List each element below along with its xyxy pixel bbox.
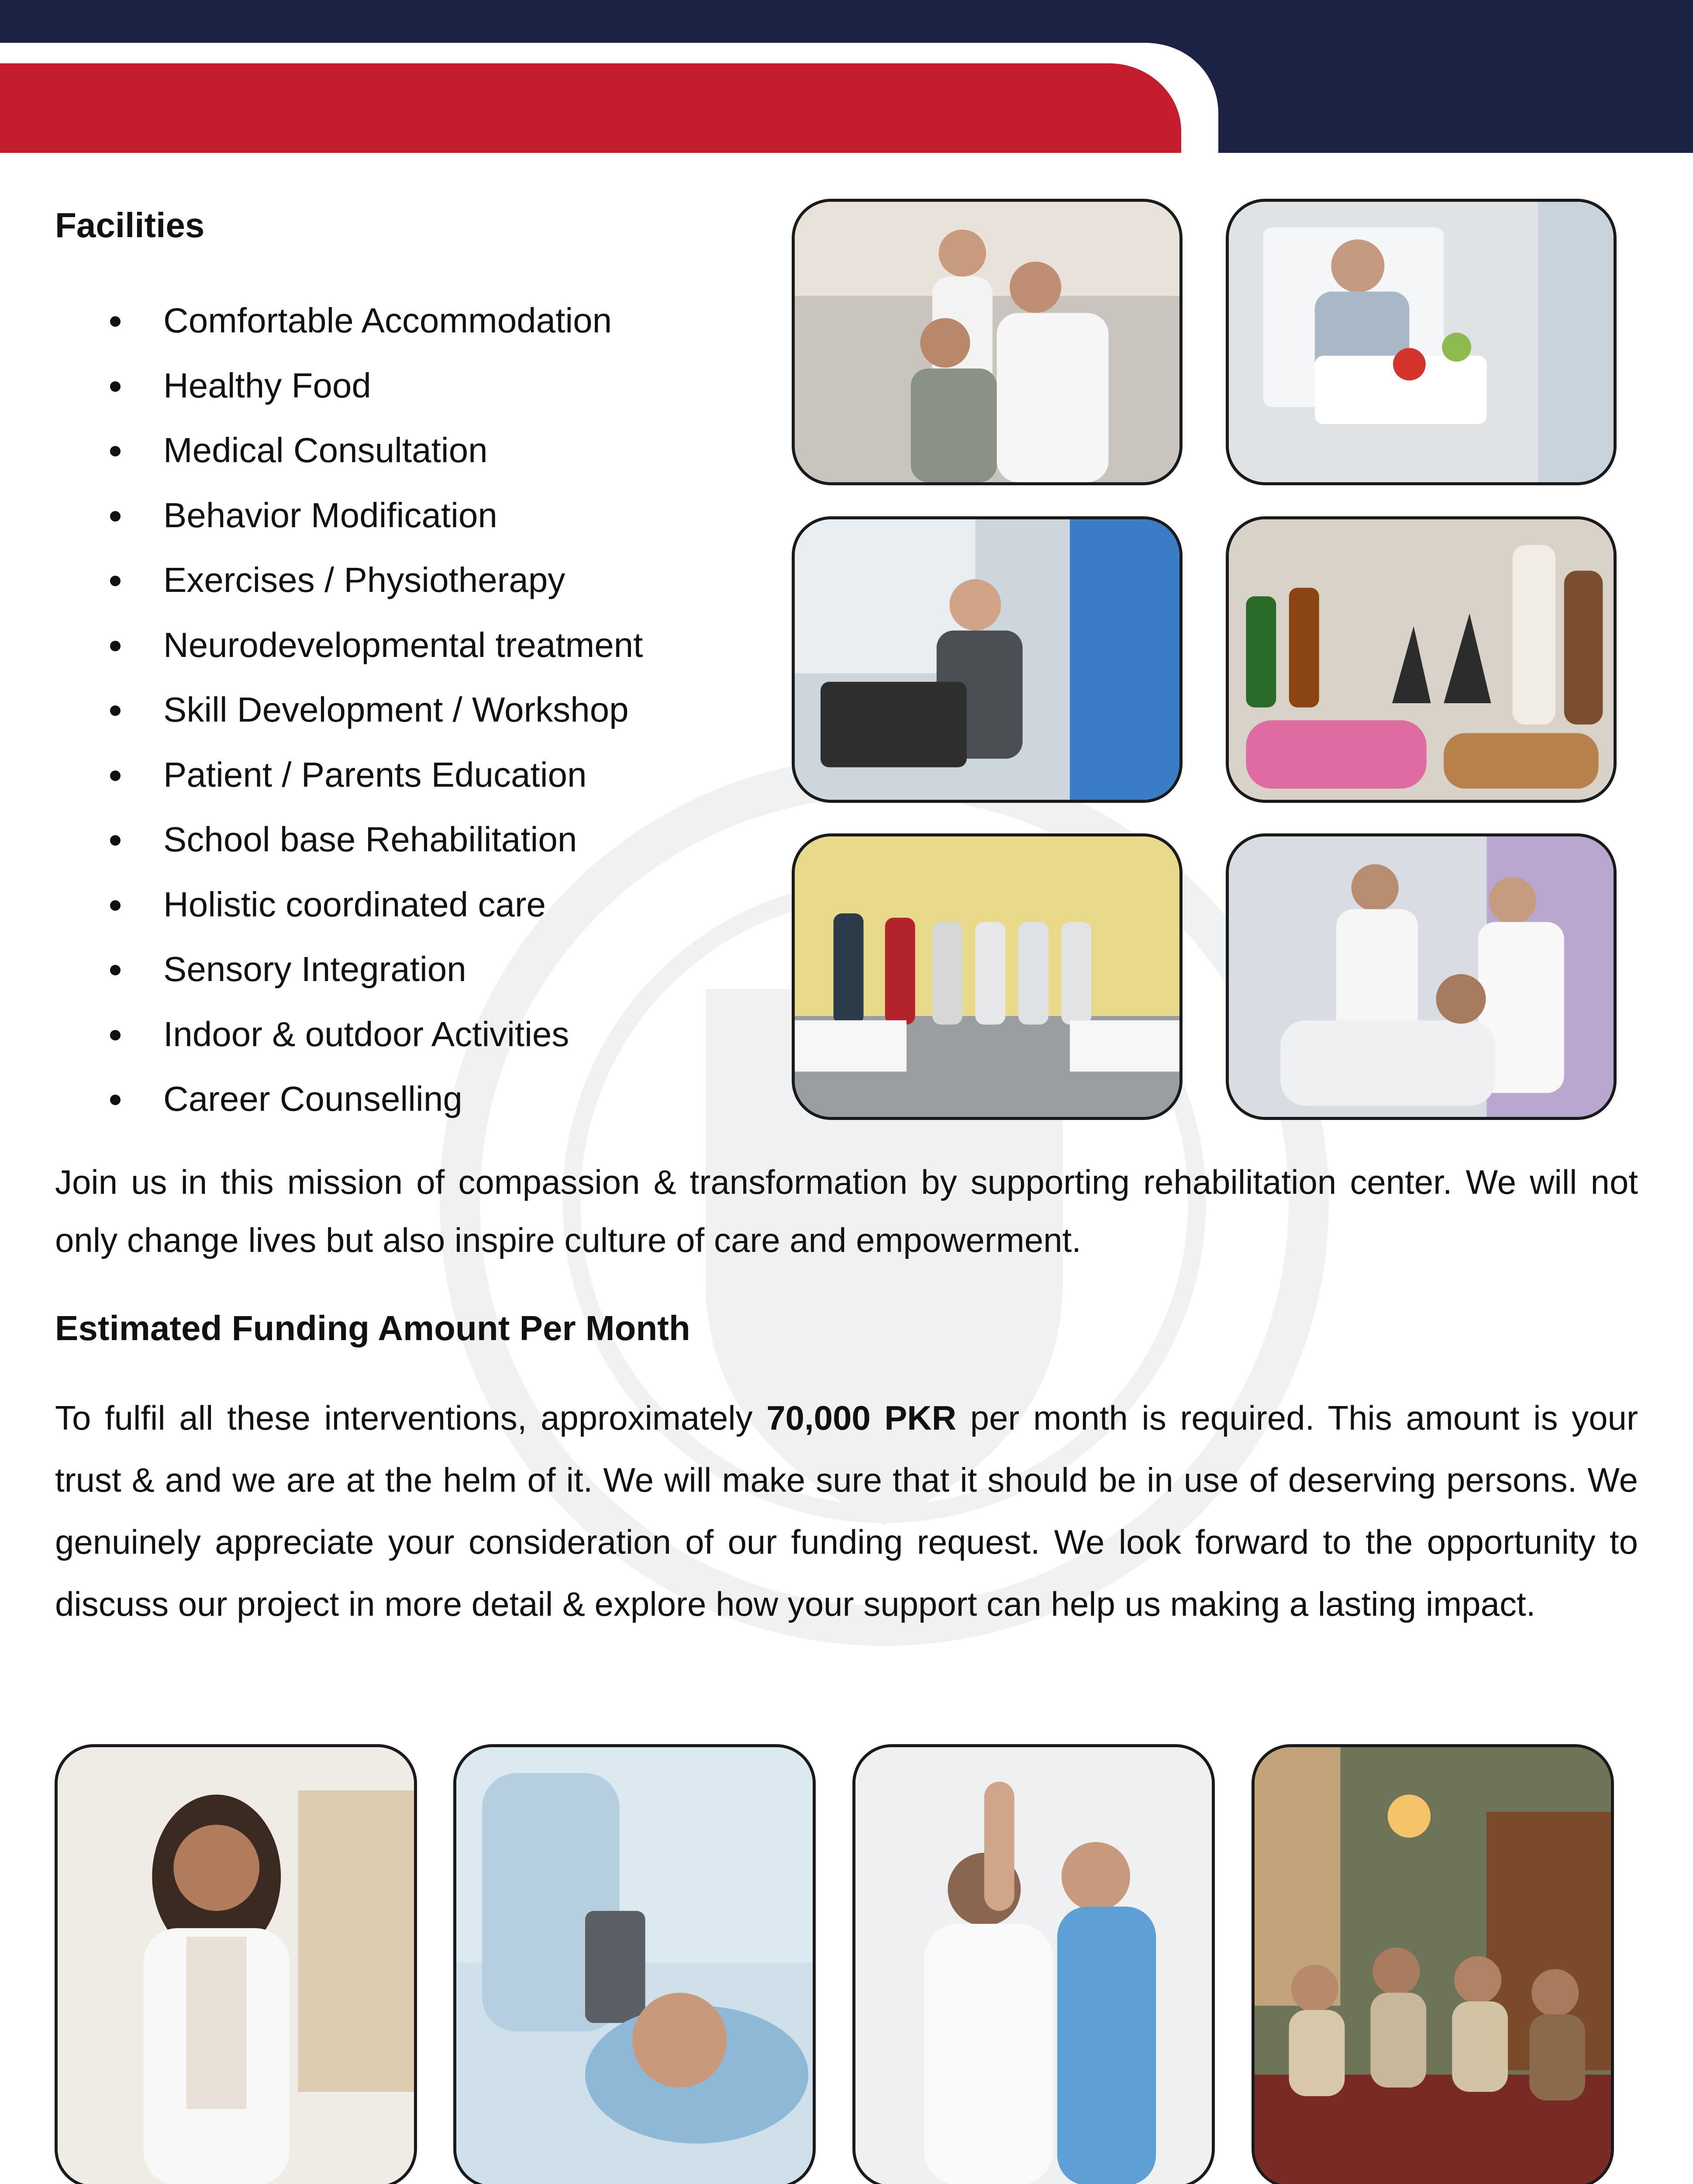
list-item: Medical Consultation: [105, 418, 643, 483]
list-item: Healthy Food: [105, 353, 643, 418]
list-item: Career Counselling: [105, 1067, 643, 1132]
photo-patient-bed-meal: [1226, 199, 1617, 485]
photo-prayer-ward: [792, 833, 1183, 1120]
list-item: School base Rehabilitation: [105, 807, 643, 872]
photo-eye-surgery: [453, 1744, 816, 2184]
photo-female-doctor: [55, 1744, 417, 2184]
facilities-title: Facilities: [55, 206, 205, 245]
funding-amount: 70,000 PKR: [766, 1399, 957, 1437]
funding-text-before: To fulfil all these interventions, approximately: [55, 1399, 767, 1437]
funding-text-after: per month is required. This amount is your trust & and we are at the helm of it. We will make sure that it should be in use of deserving persons. We genuinely appreciate your consideration of our funding request. We look forward to the opportunity to discuss our project in more detail & explore how your support can help us making a lasting impact.: [55, 1399, 1638, 1623]
photo-physiotherapy-session: [792, 516, 1183, 803]
photo-quran-study: [1252, 1744, 1614, 2184]
photo-doctors-elderly-patient: [1226, 833, 1617, 1120]
list-item: Patient / Parents Education: [105, 743, 643, 808]
list-item: Indoor & outdoor Activities: [105, 1002, 643, 1067]
list-item: Skill Development / Workshop: [105, 677, 643, 743]
list-item: Behavior Modification: [105, 483, 643, 548]
photo-addiction-illustration: [1226, 516, 1617, 803]
list-item: Sensory Integration: [105, 937, 643, 1002]
photo-shoulder-therapy: [852, 1744, 1215, 2184]
list-item: Neurodevelopmental treatment: [105, 613, 643, 678]
list-item: Exercises / Physiotherapy: [105, 548, 643, 613]
funding-title: Estimated Funding Amount Per Month: [55, 1309, 690, 1348]
funding-paragraph: [55, 1387, 1638, 1635]
list-item: Holistic coordinated care: [105, 872, 643, 937]
mission-paragraph: Join us in this mission of compassion & transformation by supporting rehabilitation center. We will not only change lives but also inspire culture of care and empowerment.: [55, 1163, 1638, 1259]
list-item: Comfortable Accommodation: [105, 288, 643, 353]
photo-doctor-patient-wheelchair: [792, 199, 1183, 485]
header-band: [0, 0, 1693, 153]
facilities-list: [105, 288, 643, 1132]
